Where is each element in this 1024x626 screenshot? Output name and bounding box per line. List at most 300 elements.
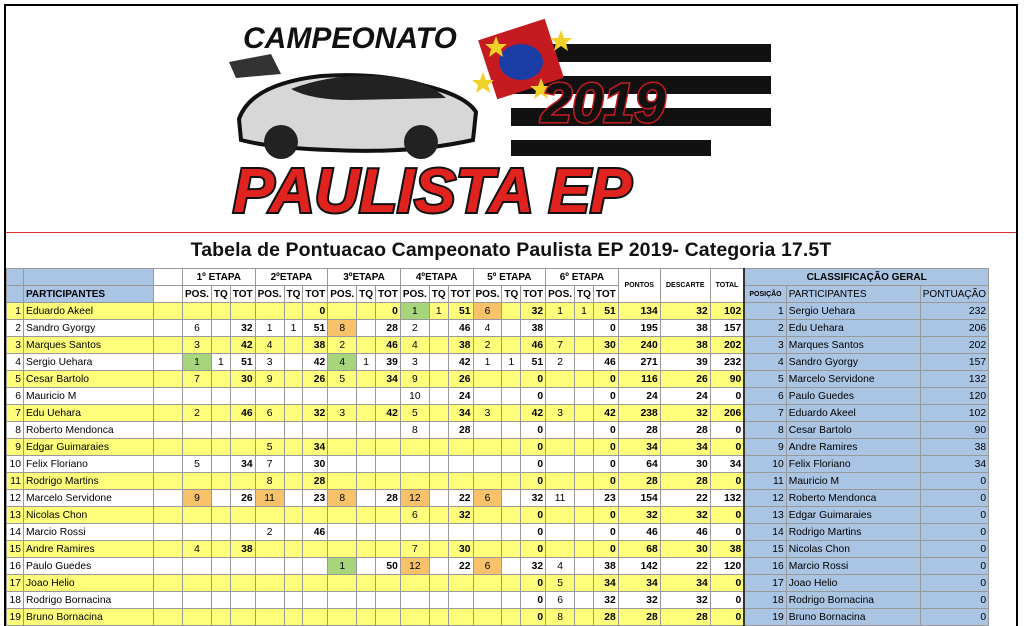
classification-position: 10 (744, 456, 786, 473)
points-cell: 142 (618, 558, 660, 575)
stage-5-tot: 0 (521, 524, 546, 541)
stage-1-tq: 1 (211, 354, 230, 371)
stage-6-tot: 0 (593, 524, 618, 541)
stage-1-tq (211, 422, 230, 439)
participant-name: Nicolas Chon (24, 507, 154, 524)
table-row[interactable] (7, 405, 989, 422)
stage-6-tq (575, 405, 594, 422)
stage-3-pos: 5 (328, 371, 357, 388)
stage-2-pos (255, 541, 284, 558)
classification-name: Eduardo Akeel (786, 405, 920, 422)
classification-points: 0 (920, 524, 988, 541)
header-blank (7, 269, 24, 286)
points-cell: 28 (618, 422, 660, 439)
table-row[interactable] (7, 439, 989, 456)
classification-name: Marques Santos (786, 337, 920, 354)
header-sub-pos: POS. (183, 286, 212, 303)
participant-name: Marcelo Servidone (24, 490, 154, 507)
table-row[interactable] (7, 354, 989, 371)
stage-1-pos: 1 (183, 354, 212, 371)
row-number: 17 (7, 575, 24, 592)
header-stage-5: 5º ETAPA (473, 269, 546, 286)
stage-4-pos (400, 592, 429, 609)
stage-6-pos: 7 (546, 337, 575, 354)
table-row[interactable] (7, 371, 989, 388)
classification-points: 157 (920, 354, 988, 371)
stage-4-tot (448, 575, 473, 592)
header-total: TOTAL (710, 269, 744, 303)
total-cell: 0 (710, 439, 744, 456)
points-cell: 32 (618, 507, 660, 524)
logo-main-text: PAULISTA EP (233, 157, 632, 226)
stage-3-tot: 42 (376, 405, 401, 422)
blank-cell (154, 405, 183, 422)
stage-2-pos: 11 (255, 490, 284, 507)
header-sub-tq: TQ (284, 286, 303, 303)
header-posicao: POSIÇÃO (744, 286, 786, 303)
stage-1-tq (211, 371, 230, 388)
stage-4-tq (429, 422, 448, 439)
header-sub-tq: TQ (357, 286, 376, 303)
stage-3-pos: 3 (328, 405, 357, 422)
stage-5-tot: 0 (521, 439, 546, 456)
stage-5-tq (502, 473, 521, 490)
stage-6-pos (546, 456, 575, 473)
stage-5-pos (473, 388, 502, 405)
row-number: 18 (7, 592, 24, 609)
participant-name: Rodrigo Bornacina (24, 592, 154, 609)
discard-cell: 38 (660, 337, 710, 354)
stage-1-tot: 42 (230, 337, 255, 354)
stage-5-tq (502, 303, 521, 320)
stage-2-pos: 3 (255, 354, 284, 371)
participant-name: Roberto Mendonca (24, 422, 154, 439)
stage-6-tot: 0 (593, 473, 618, 490)
total-cell: 120 (710, 558, 744, 575)
total-cell: 38 (710, 541, 744, 558)
stage-1-tot: 26 (230, 490, 255, 507)
discard-cell: 22 (660, 558, 710, 575)
stage-1-tq (211, 405, 230, 422)
stage-5-tq (502, 337, 521, 354)
stage-4-tot: 30 (448, 541, 473, 558)
stage-5-pos (473, 371, 502, 388)
stage-6-tot: 51 (593, 303, 618, 320)
participant-name: Andre Ramires (24, 541, 154, 558)
total-cell: 0 (710, 388, 744, 405)
stage-2-tot: 0 (303, 303, 328, 320)
stage-3-tq (357, 303, 376, 320)
stage-2-tq: 1 (284, 320, 303, 337)
total-cell: 206 (710, 405, 744, 422)
table-row[interactable] (7, 320, 989, 337)
stage-3-tq (357, 405, 376, 422)
stage-5-pos: 6 (473, 303, 502, 320)
participant-name: Marques Santos (24, 337, 154, 354)
stage-2-tot (303, 592, 328, 609)
header-stage-4: 4ºETAPA (400, 269, 473, 286)
stage-3-tq (357, 388, 376, 405)
stage-4-pos: 12 (400, 490, 429, 507)
points-cell: 271 (618, 354, 660, 371)
stage-2-tot (303, 388, 328, 405)
page-title: Tabela de Pontuacao Campeonato Paulista EP 2019- Categoria 17.5T (190, 239, 832, 261)
stage-6-tq (575, 592, 594, 609)
classification-position: 14 (744, 524, 786, 541)
stage-5-tq (502, 439, 521, 456)
table-row[interactable] (7, 541, 989, 558)
stage-5-pos (473, 592, 502, 609)
classification-points: 0 (920, 541, 988, 558)
participant-name: Edgar Guimaraies (24, 439, 154, 456)
stage-6-pos (546, 388, 575, 405)
total-cell: 0 (710, 524, 744, 541)
stage-1-pos (183, 592, 212, 609)
participant-name: Marcio Rossi (24, 524, 154, 541)
stage-5-tq (502, 558, 521, 575)
stage-6-tq (575, 354, 594, 371)
stage-1-pos (183, 507, 212, 524)
stage-4-tq (429, 575, 448, 592)
stage-3-tot: 34 (376, 371, 401, 388)
stage-2-tq (284, 354, 303, 371)
stage-6-tot: 38 (593, 558, 618, 575)
stage-2-tq (284, 609, 303, 626)
row-number: 13 (7, 507, 24, 524)
stage-1-tq (211, 575, 230, 592)
total-cell: 232 (710, 354, 744, 371)
stage-6-pos (546, 541, 575, 558)
stage-3-tot (376, 422, 401, 439)
total-cell: 102 (710, 303, 744, 320)
stage-6-tot: 34 (593, 575, 618, 592)
discard-cell: 30 (660, 456, 710, 473)
stage-3-tq (357, 524, 376, 541)
stage-1-tot (230, 524, 255, 541)
classification-position: 1 (744, 303, 786, 320)
stage-6-pos (546, 320, 575, 337)
total-cell: 34 (710, 456, 744, 473)
stage-4-pos: 10 (400, 388, 429, 405)
stage-5-tot: 0 (521, 507, 546, 524)
stage-4-tq (429, 592, 448, 609)
stage-4-tot: 22 (448, 490, 473, 507)
stage-2-tot (303, 507, 328, 524)
stage-4-tq (429, 337, 448, 354)
stage-5-tq (502, 592, 521, 609)
stage-3-tq (357, 439, 376, 456)
discard-cell: 32 (660, 303, 710, 320)
table-row[interactable] (7, 558, 989, 575)
stage-5-tq (502, 575, 521, 592)
stage-3-pos (328, 456, 357, 473)
classification-points: 132 (920, 371, 988, 388)
discard-cell: 34 (660, 439, 710, 456)
points-cell: 154 (618, 490, 660, 507)
participant-name: Mauricio M (24, 388, 154, 405)
stage-3-tot: 50 (376, 558, 401, 575)
classification-position: 15 (744, 541, 786, 558)
stage-2-pos (255, 575, 284, 592)
stage-4-tot: 22 (448, 558, 473, 575)
blank-cell (154, 541, 183, 558)
stage-2-tot (303, 422, 328, 439)
logo-top-text: CAMPEONATO (243, 22, 457, 55)
table-row[interactable] (7, 592, 989, 609)
table-row[interactable] (7, 490, 989, 507)
stage-5-tot: 32 (521, 558, 546, 575)
header-participants: PARTICIPANTES (24, 286, 154, 303)
stage-2-pos: 7 (255, 456, 284, 473)
classification-name: Felix Floriano (786, 456, 920, 473)
stage-5-tot: 0 (521, 456, 546, 473)
stage-1-pos: 7 (183, 371, 212, 388)
stage-1-tq (211, 490, 230, 507)
stage-4-tq (429, 405, 448, 422)
header-blank (7, 286, 24, 303)
stage-1-pos (183, 303, 212, 320)
stage-6-tq (575, 337, 594, 354)
table-row[interactable] (7, 388, 989, 405)
discard-cell: 46 (660, 524, 710, 541)
stage-4-tq (429, 473, 448, 490)
stage-1-pos (183, 558, 212, 575)
stage-2-pos (255, 609, 284, 626)
stage-1-tot: 38 (230, 541, 255, 558)
stage-1-pos: 2 (183, 405, 212, 422)
stage-2-pos: 2 (255, 524, 284, 541)
stage-1-tot (230, 388, 255, 405)
stage-4-tot (448, 439, 473, 456)
stage-2-tq (284, 490, 303, 507)
stage-6-tq (575, 422, 594, 439)
stage-4-tot (448, 609, 473, 626)
header-classificacao: CLASSIFICAÇÃO GERAL (744, 269, 988, 286)
stage-4-tot (448, 592, 473, 609)
blank-cell (154, 524, 183, 541)
header-descarte: DESCARTE (660, 269, 710, 303)
stage-4-pos (400, 456, 429, 473)
stage-1-tq (211, 303, 230, 320)
stage-2-pos (255, 303, 284, 320)
stage-1-pos (183, 388, 212, 405)
header-sub-tq: TQ (211, 286, 230, 303)
stage-2-tot: 42 (303, 354, 328, 371)
stage-2-tot: 30 (303, 456, 328, 473)
classification-name: Cesar Bartolo (786, 422, 920, 439)
classification-name: Marcelo Servidone (786, 371, 920, 388)
stage-3-tq (357, 422, 376, 439)
score-table (6, 268, 989, 626)
stage-3-tq (357, 541, 376, 558)
stage-5-tot: 0 (521, 592, 546, 609)
row-number: 2 (7, 320, 24, 337)
stage-1-pos: 9 (183, 490, 212, 507)
stage-6-pos (546, 422, 575, 439)
stage-1-tot (230, 609, 255, 626)
stage-1-pos: 3 (183, 337, 212, 354)
participant-name: Felix Floriano (24, 456, 154, 473)
stage-6-tq (575, 558, 594, 575)
stage-1-tot: 30 (230, 371, 255, 388)
stage-2-tot: 32 (303, 405, 328, 422)
participant-name: Sandro Gyorgy (24, 320, 154, 337)
stage-2-tq (284, 337, 303, 354)
stage-5-tq (502, 388, 521, 405)
total-cell: 157 (710, 320, 744, 337)
stage-6-tot: 0 (593, 320, 618, 337)
stage-6-tq (575, 473, 594, 490)
stage-2-tq (284, 456, 303, 473)
discard-cell: 22 (660, 490, 710, 507)
stage-4-tq (429, 456, 448, 473)
table-row[interactable] (7, 303, 989, 320)
stage-1-pos (183, 439, 212, 456)
stage-1-tot: 51 (230, 354, 255, 371)
stage-2-tq (284, 388, 303, 405)
stage-1-pos: 6 (183, 320, 212, 337)
stage-4-pos (400, 439, 429, 456)
stage-6-pos (546, 371, 575, 388)
blank-cell (154, 575, 183, 592)
table-row[interactable] (7, 456, 989, 473)
header-row-stages (7, 269, 989, 286)
stage-6-tq (575, 439, 594, 456)
stage-3-tot: 28 (376, 320, 401, 337)
stage-3-pos (328, 303, 357, 320)
logo-year: 2019 (541, 71, 666, 134)
table-row[interactable] (7, 473, 989, 490)
blank-cell (154, 558, 183, 575)
stage-2-tot (303, 609, 328, 626)
classification-position: 11 (744, 473, 786, 490)
table-row[interactable] (7, 524, 989, 541)
stage-1-tot: 34 (230, 456, 255, 473)
classification-position: 4 (744, 354, 786, 371)
classification-points: 102 (920, 405, 988, 422)
stage-5-pos (473, 609, 502, 626)
stage-6-tq (575, 320, 594, 337)
stage-1-pos (183, 524, 212, 541)
classification-position: 16 (744, 558, 786, 575)
stage-5-pos (473, 439, 502, 456)
stage-6-tq (575, 490, 594, 507)
header-stage-2: 2ºETAPA (255, 269, 328, 286)
stage-6-pos: 8 (546, 609, 575, 626)
discard-cell: 32 (660, 592, 710, 609)
classification-position: 5 (744, 371, 786, 388)
stage-6-tot: 0 (593, 456, 618, 473)
classification-points: 0 (920, 473, 988, 490)
stage-3-pos (328, 388, 357, 405)
blank-cell (154, 439, 183, 456)
stage-6-pos: 2 (546, 354, 575, 371)
stage-5-tot: 0 (521, 609, 546, 626)
stage-6-tot: 32 (593, 592, 618, 609)
points-cell: 134 (618, 303, 660, 320)
classification-position: 18 (744, 592, 786, 609)
stage-3-tot (376, 456, 401, 473)
stage-6-tot: 42 (593, 405, 618, 422)
stage-6-pos: 4 (546, 558, 575, 575)
blank-cell (154, 473, 183, 490)
stage-3-tot (376, 609, 401, 626)
blank-cell (154, 507, 183, 524)
classification-name: Sergio Uehara (786, 303, 920, 320)
total-cell: 202 (710, 337, 744, 354)
stage-4-tot: 26 (448, 371, 473, 388)
participant-name: Cesar Bartolo (24, 371, 154, 388)
divider-line (6, 232, 1016, 233)
stage-2-tq (284, 405, 303, 422)
stage-2-tot: 46 (303, 524, 328, 541)
stage-3-pos (328, 575, 357, 592)
table-row[interactable] (7, 422, 989, 439)
participant-name: Edu Uehara (24, 405, 154, 422)
stage-6-tq (575, 575, 594, 592)
header-blank (24, 269, 154, 286)
stage-4-pos: 2 (400, 320, 429, 337)
stage-1-tot (230, 303, 255, 320)
stage-5-pos: 3 (473, 405, 502, 422)
stage-5-tot: 32 (521, 490, 546, 507)
stage-5-pos (473, 422, 502, 439)
classification-position: 12 (744, 490, 786, 507)
stage-5-pos (473, 524, 502, 541)
stage-4-pos: 4 (400, 337, 429, 354)
stage-6-tot: 0 (593, 422, 618, 439)
stage-3-tq (357, 456, 376, 473)
stage-5-pos (473, 507, 502, 524)
header-sub-tot: TOT (303, 286, 328, 303)
table-row[interactable] (7, 609, 989, 626)
row-number: 16 (7, 558, 24, 575)
points-cell: 238 (618, 405, 660, 422)
stage-4-tot: 46 (448, 320, 473, 337)
table-row[interactable] (7, 575, 989, 592)
stage-2-tot: 26 (303, 371, 328, 388)
discard-cell: 26 (660, 371, 710, 388)
total-cell: 0 (710, 609, 744, 626)
points-cell: 68 (618, 541, 660, 558)
classification-position: 6 (744, 388, 786, 405)
stage-5-tot: 38 (521, 320, 546, 337)
stage-1-tot (230, 592, 255, 609)
points-cell: 46 (618, 524, 660, 541)
stage-2-pos (255, 422, 284, 439)
stage-4-tq (429, 320, 448, 337)
stage-3-tq (357, 371, 376, 388)
stage-1-tq (211, 609, 230, 626)
stage-2-tot: 23 (303, 490, 328, 507)
blank-cell (154, 303, 183, 320)
stage-5-pos: 4 (473, 320, 502, 337)
table-row[interactable] (7, 507, 989, 524)
stage-4-tq (429, 524, 448, 541)
stage-4-tot: 42 (448, 354, 473, 371)
stage-5-tq (502, 320, 521, 337)
stage-3-tot (376, 507, 401, 524)
stage-5-tot: 0 (521, 371, 546, 388)
stage-6-tot: 0 (593, 388, 618, 405)
stage-5-tot: 32 (521, 303, 546, 320)
stage-1-tot (230, 575, 255, 592)
blank-cell (154, 422, 183, 439)
stage-6-pos (546, 524, 575, 541)
table-row[interactable] (7, 337, 989, 354)
stage-4-tq (429, 354, 448, 371)
header-sub-tot: TOT (230, 286, 255, 303)
